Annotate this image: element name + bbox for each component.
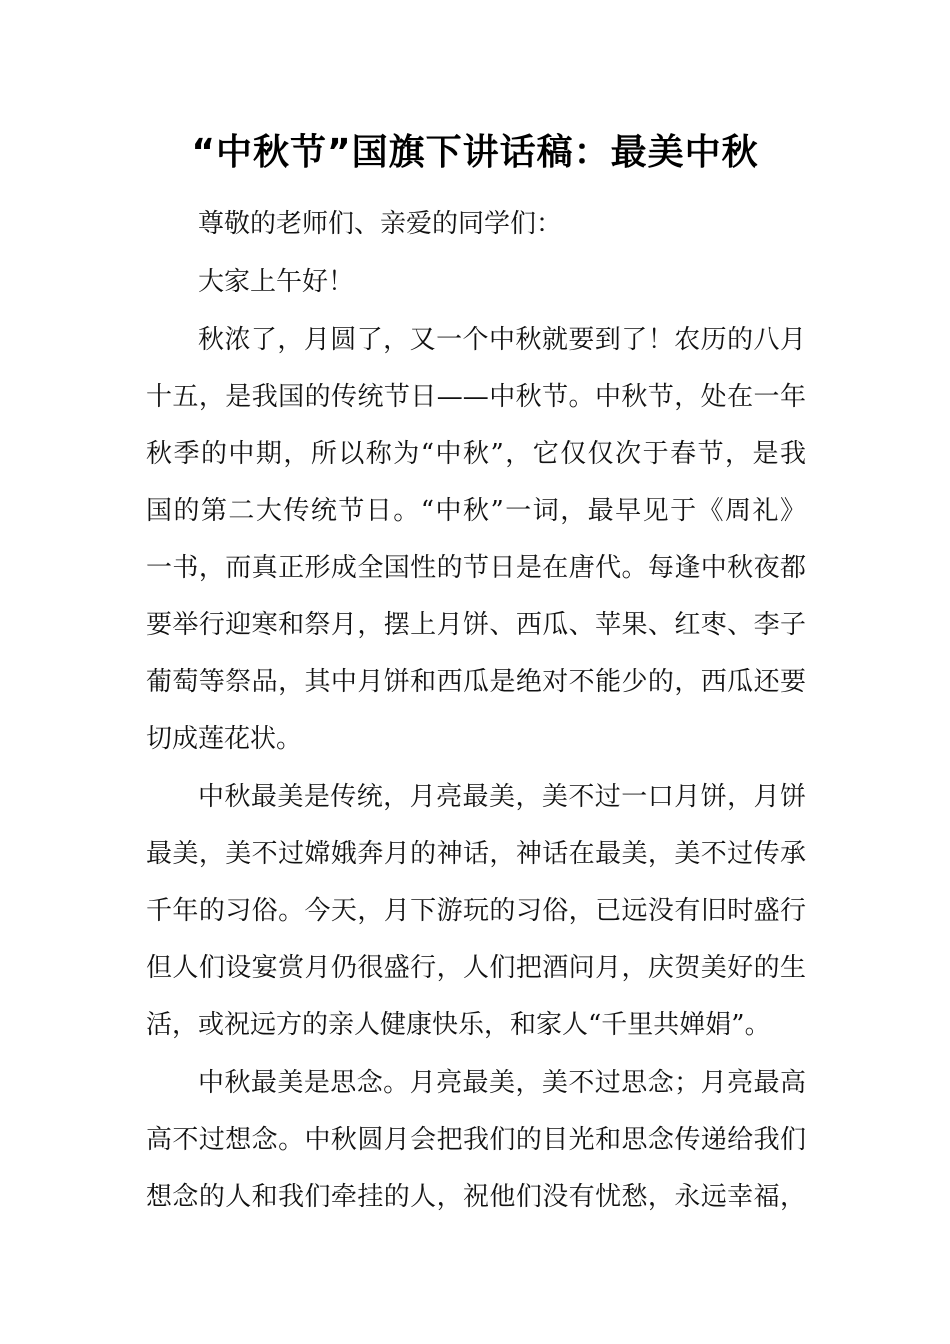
paragraph-1-line-6: 要举行迎寒和祭月，摆上月饼、西瓜、苹果、红枣、李子 xyxy=(146,610,806,640)
paragraph-1-line-5: 一书，而真正形成全国性的节日是在唐代。每逢中秋夜都 xyxy=(146,553,806,583)
paragraph-1-line-2: 十五，是我国的传统节日——中秋节。中秋节，处在一年 xyxy=(146,382,806,412)
paragraph-2-line-2: 最美，美不过嫦娥奔月的神话，神话在最美，美不过传承 xyxy=(146,839,806,869)
paragraph-2-line-3: 千年的习俗。今天，月下游玩的习俗，已远没有旧时盛行 xyxy=(146,896,806,926)
document-title: “中秋节”国旗下讲话稿：最美中秋 xyxy=(191,132,759,173)
paragraph-2-line-5: 活，或祝远方的亲人健康快乐，和家人“千里共婵娟”。 xyxy=(146,1010,771,1040)
paragraph-1-line-1: 秋浓了，月圆了，又一个中秋就要到了！农历的八月 xyxy=(198,325,806,355)
salutation-line: 尊敬的老师们、亲爱的同学们： xyxy=(198,209,563,239)
paragraph-3-line-3: 想念的人和我们牵挂的人，祝他们没有忧愁，永远幸福， xyxy=(146,1182,806,1212)
paragraph-1-line-7: 葡萄等祭品，其中月饼和西瓜是绝对不能少的，西瓜还要 xyxy=(146,667,806,697)
paragraph-3-line-2: 高不过想念。中秋圆月会把我们的目光和思念传递给我们 xyxy=(146,1125,806,1155)
paragraph-1-line-8: 切成莲花状。 xyxy=(146,724,303,754)
paragraph-2-line-4: 但人们设宴赏月仍很盛行，人们把酒问月，庆贺美好的生 xyxy=(146,953,806,983)
greeting-line: 大家上午好！ xyxy=(198,267,355,297)
paragraph-3-line-1: 中秋最美是思念。月亮最美，美不过思念；月亮最高 xyxy=(198,1068,806,1098)
paragraph-1-line-3: 秋季的中期，所以称为“中秋”，它仅仅次于春节，是我 xyxy=(146,439,806,469)
paragraph-1-line-4: 国的第二大传统节日。“中秋”一词，最早见于《周礼》 xyxy=(146,496,806,526)
paragraph-2-line-1: 中秋最美是传统，月亮最美，美不过一口月饼，月饼 xyxy=(198,782,806,812)
